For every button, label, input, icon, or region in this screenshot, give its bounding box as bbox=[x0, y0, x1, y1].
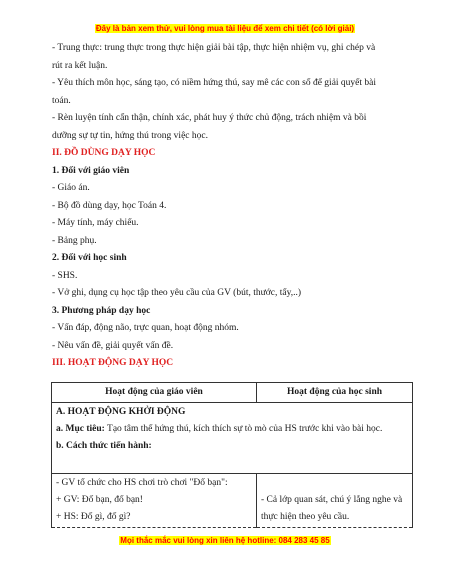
section-heading: II. ĐỒ DÙNG DẠY HỌC bbox=[52, 148, 156, 158]
list-item: - Giáo án. bbox=[52, 183, 90, 193]
intro-line: - Rèn luyện tính cẩn thận, chính xác, phát huy ý thức chủ động, trách nhiệm và bồi bbox=[52, 113, 367, 123]
goal-label: a. Mục tiêu: bbox=[56, 424, 105, 434]
subsection-heading: 3. Phương pháp dạy học bbox=[52, 305, 151, 316]
hotline-banner-text: Mọi thắc mắc vui lòng xin liên hệ hotline: 084 283 45 85 bbox=[120, 536, 330, 545]
spacer bbox=[261, 475, 408, 492]
list-item: - Bảng phụ. bbox=[52, 235, 97, 246]
list-item: - Bộ đồ dùng dạy, học Toán 4. bbox=[52, 200, 167, 211]
list-item: - SHS. bbox=[52, 270, 78, 281]
method-label: b. Cách thức tiến hành: bbox=[56, 441, 152, 451]
column-header-teacher: Hoạt động của giáo viên bbox=[52, 383, 257, 403]
table-row bbox=[52, 474, 413, 528]
student-line: thực hiện theo yêu cầu. bbox=[261, 512, 350, 522]
teacher-line: + HS: Đố gì, đố gì? bbox=[56, 512, 131, 522]
table-header-row bbox=[52, 383, 413, 403]
table-row bbox=[52, 403, 413, 474]
intro-line: dưỡng sự tự tin, hứng thú trong việc học. bbox=[52, 130, 208, 141]
column-header-student: Hoạt động của học sinh bbox=[257, 383, 413, 403]
teacher-line: - GV tổ chức cho HS chơi trò chơi "Đố bạn": bbox=[56, 478, 228, 488]
subsection-heading: 2. Đối với học sinh bbox=[52, 253, 127, 263]
spacer bbox=[56, 455, 408, 472]
list-item: - Vấn đáp, động não, trực quan, hoạt động nhóm. bbox=[52, 323, 239, 333]
preview-banner-text: Đây là bản xem thử, vui lòng mua tài liệu để xem chi tiết (có lời giải) bbox=[95, 24, 355, 33]
subsection-heading: 1. Đối với giáo viên bbox=[52, 165, 130, 176]
document-content bbox=[52, 40, 412, 373]
activity-block bbox=[52, 403, 413, 474]
goal-text: Tạo tâm thế hứng thú, kích thích sự tò mò của HS trước khi vào bài học. bbox=[104, 424, 383, 434]
student-activity-cell bbox=[257, 474, 413, 528]
list-item: - Nêu vấn đề, giải quyết vấn đề. bbox=[52, 340, 174, 351]
list-item: - Vở ghi, dụng cụ học tập theo yêu cầu của GV (bút, thước, tẩy,..) bbox=[52, 288, 302, 298]
activity-title: A. HOẠT ĐỘNG KHỞI ĐỘNG bbox=[56, 407, 186, 417]
goal-line bbox=[56, 421, 408, 438]
student-line: - Cả lớp quan sát, chú ý lắng nghe và bbox=[261, 495, 403, 505]
preview-banner bbox=[0, 24, 450, 33]
activity-table bbox=[51, 382, 413, 528]
teacher-activity-cell bbox=[52, 474, 257, 528]
teacher-line: + GV: Đố bạn, đố bạn! bbox=[56, 495, 143, 505]
intro-line: - Trung thực: trung thực trong thực hiện giải bài tập, thực hiện nhiệm vụ, ghi chép và bbox=[52, 43, 376, 53]
hotline-banner bbox=[0, 536, 450, 545]
intro-line: - Yêu thích môn học, sáng tạo, có niềm hứng thú, say mê các con số để giải quyết bài bbox=[52, 78, 377, 88]
intro-line: toán. bbox=[52, 95, 71, 106]
section-heading: III. HOẠT ĐỘNG DẠY HỌC bbox=[52, 358, 174, 368]
intro-line: rút ra kết luận. bbox=[52, 60, 108, 71]
list-item: - Máy tính, máy chiếu. bbox=[52, 218, 139, 228]
